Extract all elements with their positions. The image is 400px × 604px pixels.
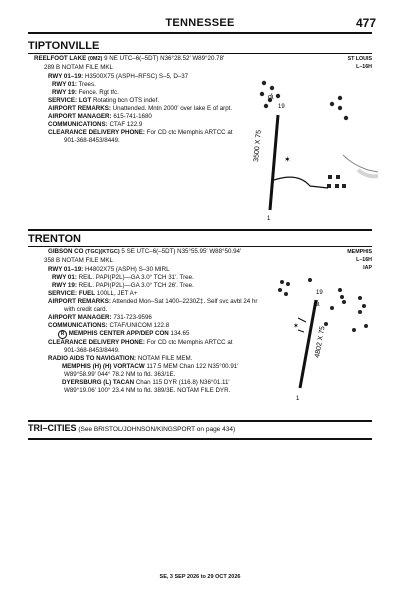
- clearance-phone: 901-368-8453/8449.: [64, 137, 120, 144]
- section-rule: [28, 420, 372, 422]
- runway-dimension-label: 4802 X 75: [314, 325, 327, 359]
- runway-number-19: 19: [316, 290, 323, 296]
- approach-label: MEMPHIS CENTER APP/DEP CON: [68, 330, 169, 337]
- service-label: SERVICE:: [48, 290, 78, 297]
- airport-diagram-reelfoot: [228, 60, 378, 230]
- city-tiptonville: TIPTONVILLE: [28, 40, 100, 52]
- section-rule: [28, 438, 372, 440]
- airport-ident: (TGC)(KTGC): [85, 249, 120, 255]
- section-rule: [28, 229, 372, 231]
- runway-number-1: 1: [296, 396, 300, 402]
- radio-label: RADIO AIDS TO NAVIGATION:: [48, 355, 137, 362]
- radar-r-icon: R: [58, 330, 67, 339]
- comms-text: CTAF/UNICOM 122.8: [109, 322, 170, 329]
- runway-dimension-label: 3500 X 75: [253, 129, 263, 163]
- comms-text: CTAF 122.9: [109, 121, 143, 128]
- comms-label: COMMUNICATIONS:: [48, 322, 108, 329]
- tree-icon: ɗɩ: [314, 301, 320, 308]
- manager-text: 731-723-9596: [113, 314, 152, 321]
- service-label: SERVICE:: [48, 97, 78, 104]
- vortac-text: 117.5 MEM Chan 122 N35°00.91′: [146, 363, 239, 370]
- airport-name: GIBSON CO: [48, 248, 84, 255]
- runway-label: RWY 01–19:: [48, 73, 84, 80]
- rwy19-text: Fence. Rgt tfc.: [78, 89, 119, 96]
- comms-label: COMMUNICATIONS:: [48, 121, 108, 128]
- footer-validity: SE, 3 SEP 2026 to 29 OCT 2026: [159, 574, 241, 580]
- vortac-continued: W89°58.99′ 044° 78.2 NM to fld. 363/1E.: [64, 371, 176, 378]
- clearance-phone: 901-368-8453/8449.: [64, 347, 120, 354]
- runway-number-1: 1: [267, 216, 271, 222]
- taxiway: [298, 330, 304, 332]
- terrain-marks: [327, 175, 346, 188]
- rwy01-text: Trees.: [78, 81, 96, 88]
- remarks-label: AIRPORT REMARKS:: [48, 298, 111, 305]
- rwy19-text: REIL. PAPI(P2L)—GA 3.0° TCH 26′. Tree.: [78, 282, 194, 289]
- rotating-beacon-icon: ✶: [284, 155, 291, 164]
- iap-ref: IAP: [363, 265, 372, 271]
- lgt-label: LGT: [78, 97, 92, 104]
- obstruction-dots: [278, 278, 368, 332]
- rwy01-text: REIL. PAPI(P2L)—GA 3.0° TCH 31′. Tree.: [78, 274, 194, 281]
- airport-location: 9 NE UTC–6(–5DT) N36°28.52′ W89°20.78′: [104, 55, 225, 62]
- tri-cities-see: (See BRISTOL/JOHNSON/KINGSPORT on page 434): [78, 426, 236, 433]
- rotating-beacon-icon: ✶: [293, 322, 299, 330]
- fuel-label: FUEL: [78, 290, 96, 297]
- region-label: [347, 248, 372, 272]
- tacan-label: DYERSBURG (L) TACAN: [62, 379, 135, 386]
- elevation-line: 289 B NOTAM FILE MKL: [44, 64, 113, 71]
- tacan-continued: W89°19.06′ 100° 23.4 NM to fld. 389/3E. NOTAM FILE DYR.: [64, 387, 231, 394]
- clearance-label: CLEARANCE DELIVERY PHONE:: [48, 129, 145, 136]
- runway-text: H3500X75 (ASPH–RFSC) S–5, D–37: [84, 73, 189, 80]
- airport-location: 5 SE UTC–6(–5DT) N35°55.95′ W88°50.94′: [121, 248, 242, 255]
- clearance-text: For CD ctc Memphis ARTCC at: [146, 339, 233, 346]
- rwy01-label: RWY 01:: [52, 81, 77, 88]
- manager-label: AIRPORT MANAGER:: [48, 113, 112, 120]
- runway-number-19: 19: [278, 104, 285, 110]
- tacan-text: Chan 115 DYR (116.8) N36°01.11′: [135, 379, 230, 386]
- tree-icon: ɗɩ: [268, 94, 274, 101]
- city-trenton: TRENTON: [28, 233, 81, 245]
- radio-text: NOTAM FILE MEM.: [137, 355, 193, 362]
- chart-ref: L–16H: [356, 64, 372, 70]
- rwy01-label: RWY 01:: [52, 274, 77, 281]
- remarks-label: AIRPORT REMARKS:: [48, 105, 111, 112]
- rwy19-label: RWY 19:: [52, 89, 77, 96]
- page-state-title: TENNESSEE: [165, 17, 235, 29]
- chart-ref: L–16H: [356, 257, 372, 263]
- header-rule: [28, 32, 372, 34]
- remarks-text: Attended Mon–Sat 1400–2230Z‡. Self svc avbl 24 hr: [112, 298, 258, 305]
- airport-ident: (0M2): [87, 56, 103, 62]
- service-text: Rotating bcn OTS indef.: [92, 97, 160, 104]
- page-number: 477: [355, 16, 376, 30]
- airport-name: REELFOOT LAKE: [34, 55, 87, 62]
- rwy19-label: RWY 19:: [52, 282, 77, 289]
- clearance-text: For CD ctc Memphis ARTCC at: [146, 129, 233, 136]
- remarks-continued: with credit card.: [64, 306, 108, 313]
- runway-text: H4802X75 (ASPH) S–30 MIRL: [84, 266, 170, 273]
- manager-label: AIRPORT MANAGER:: [48, 314, 112, 321]
- runway-strip: [300, 300, 316, 388]
- taxiway: [274, 177, 328, 188]
- remarks-text: Unattended. Mntn 2000′ over lake E of arpt.: [112, 105, 233, 112]
- runway-strip: [270, 115, 278, 210]
- service-text: 100LL, JET A+: [96, 290, 138, 297]
- elevation-line: 358 B NOTAM FILE MKL: [44, 257, 113, 264]
- region-name: MEMPHIS: [347, 249, 372, 255]
- vortac-label: MEMPHIS (H) (H) VORTACW: [62, 363, 145, 370]
- airport-diagram-gibson: [270, 270, 380, 410]
- runway-label: RWY 01–19:: [48, 266, 84, 273]
- clearance-label: CLEARANCE DELIVERY PHONE:: [48, 339, 145, 346]
- approach-freq: 134.65: [170, 330, 190, 337]
- tri-cities-label: TRI–CITIES: [28, 423, 77, 433]
- taxiway: [298, 318, 306, 322]
- manager-text: 615-741-1680: [113, 113, 152, 120]
- region-name: ST LOUIS: [347, 56, 372, 62]
- tri-cities-line: [28, 424, 235, 435]
